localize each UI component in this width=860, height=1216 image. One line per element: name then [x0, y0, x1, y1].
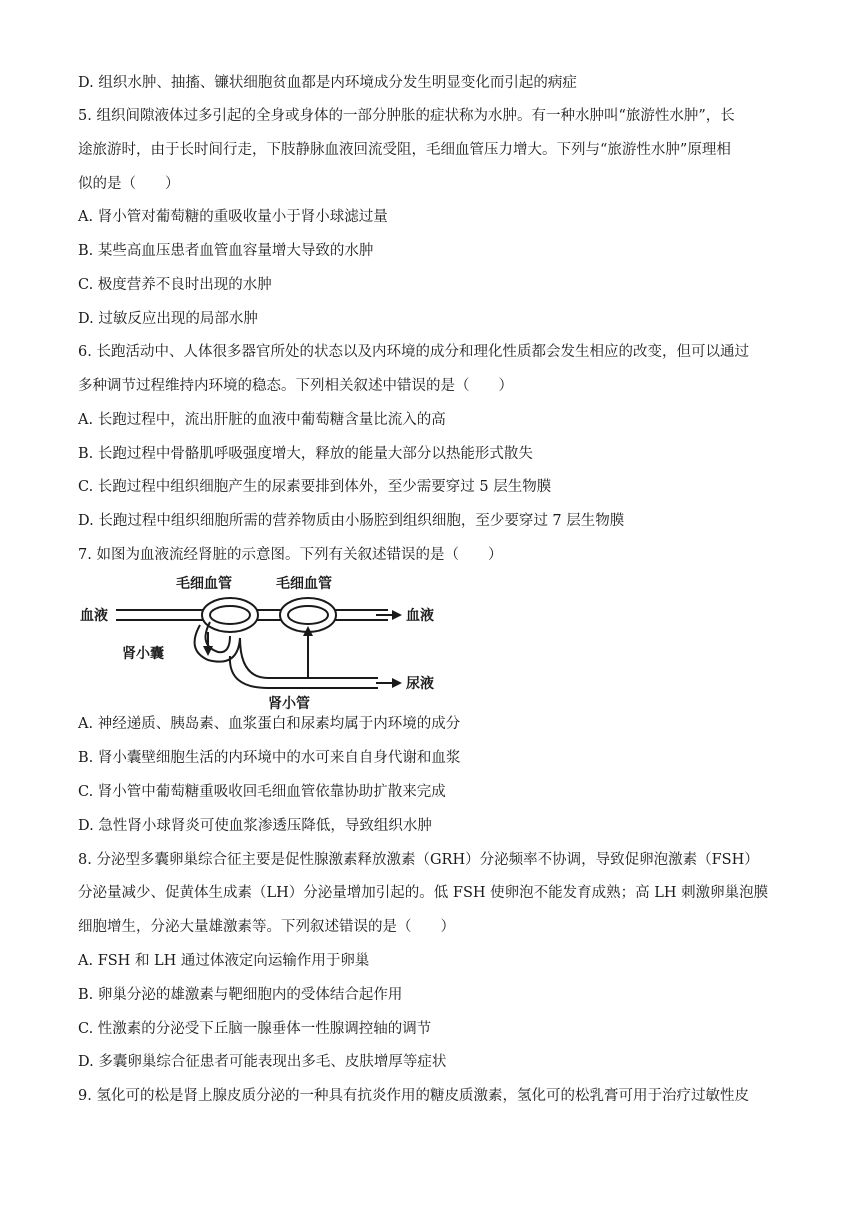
option-d: D. 急性肾小球肾炎可使血浆渗透压降低，导致组织水肿: [78, 818, 432, 834]
text-line: D. 组织水肿、抽搐、镰状细胞贫血都是内环境成分发生明显变化而引起的病症: [78, 75, 577, 91]
label-blood-in: 血液: [80, 608, 108, 624]
option-b: B. 长跑过程中骨骼肌呼吸强度增大，释放的能量大部分以热能形式散失: [78, 446, 533, 462]
label-blood-out: 血液: [406, 608, 434, 624]
option-c: C. 极度营养不良时出现的水肿: [78, 277, 272, 293]
option-b: B. 卵巢分泌的雄激素与靶细胞内的受体结合起作用: [78, 987, 403, 1003]
option-a: A. 神经递质、胰岛素、血浆蛋白和尿素均属于内环境的成分: [78, 716, 461, 732]
question-5-stem: 似的是（ ）: [78, 176, 180, 192]
question-6-stem: 多种调节过程维持内环境的稳态。下列相关叙述中错误的是（ ）: [78, 378, 513, 394]
question-8-stem: 8. 分泌型多囊卵巢综合征主要是促性腺激素释放激素（GRH）分泌频率不协调，导致促卵泡激素（FSH）: [78, 852, 759, 868]
kidney-blood-flow-diagram: [78, 570, 458, 710]
question-7-stem: 7. 如图为血液流经肾脏的示意图。下列有关叙述错误的是（ ）: [78, 547, 503, 563]
question-5-stem: 途旅游时，由于长时间行走，下肢静脉血液回流受阻，毛细血管压力增大。下列与“旅游性水肿”原理相: [78, 142, 731, 158]
option-c: C. 长跑过程中组织细胞产生的尿素要排到体外，至少需要穿过 5 层生物膜: [78, 479, 552, 495]
option-d: D. 过敏反应出现的局部水肿: [78, 311, 258, 327]
option-b: B. 某些高血压患者血管血容量增大导致的水肿: [78, 243, 374, 259]
option-b: B. 肾小囊壁细胞生活的内环境中的水可来自自身代谢和血浆: [78, 750, 461, 766]
question-8-stem: 分泌量减少、促黄体生成素（LH）分泌量增加引起的。低 FSH 使卵泡不能发育成熟；高 LH 刺激卵巢泡膜: [78, 885, 769, 901]
question-8-stem: 细胞增生，分泌大量雄激素等。下列叙述错误的是（ ）: [78, 919, 455, 935]
question-9-stem: 9. 氢化可的松是肾上腺皮质分泌的一种具有抗炎作用的糖皮质激素，氢化可的松乳膏可用于治疗过敏性皮: [78, 1088, 749, 1104]
option-a: A. 肾小管对葡萄糖的重吸收量小于肾小球滤过量: [78, 209, 388, 225]
label-capsule: 肾小囊: [122, 646, 164, 662]
label-capillary-2: 毛细血管: [276, 576, 332, 592]
option-c: C. 肾小管中葡萄糖重吸收回毛细血管依靠协助扩散来完成: [78, 784, 446, 800]
label-urine: 尿液: [406, 676, 434, 692]
label-capillary-1: 毛细血管: [176, 576, 232, 592]
option-c: C. 性激素的分泌受下丘脑一腺垂体一性腺调控轴的调节: [78, 1021, 432, 1037]
label-tubule: 肾小管: [268, 696, 310, 710]
option-a: A. FSH 和 LH 通过体液定向运输作用于卵巢: [78, 953, 370, 969]
option-d: D. 多囊卵巢综合征患者可能表现出多毛、皮肤增厚等症状: [78, 1054, 447, 1070]
option-a: A. 长跑过程中，流出肝脏的血液中葡萄糖含量比流入的高: [78, 412, 446, 428]
question-5-stem: 5. 组织间隙液体过多引起的全身或身体的一部分肿胀的症状称为水肿。有一种水肿叫“旅游性水肿”，长: [78, 108, 735, 124]
question-6-stem: 6. 长跑活动中、人体很多器官所处的状态以及内环境的成分和理化性质都会发生相应的改变，但可以通过: [78, 344, 749, 360]
option-d: D. 长跑过程中组织细胞所需的营养物质由小肠腔到组织细胞，至少要穿过 7 层生物膜: [78, 513, 625, 529]
